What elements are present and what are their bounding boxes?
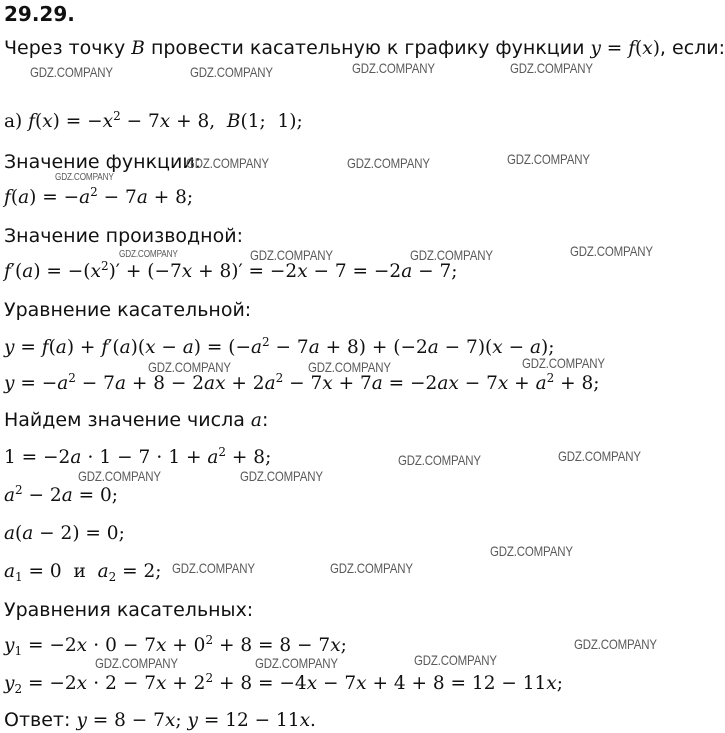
watermark: GDZ.COMPANY xyxy=(522,355,605,371)
watermark: GDZ.COMPANY xyxy=(55,172,114,183)
watermark: GDZ.COMPANY xyxy=(250,247,333,263)
equation-roots: $a_1 = 0$ и $a_2 = 2$; xyxy=(4,561,162,584)
watermark: GDZ.COMPANY xyxy=(95,655,178,671)
equation-step-2: $a^2 - 2a = 0$; xyxy=(4,483,119,506)
watermark: GDZ.COMPANY xyxy=(574,636,657,652)
watermark: GDZ.COMPANY xyxy=(347,155,430,171)
watermark: GDZ.COMPANY xyxy=(490,543,573,559)
watermark: GDZ.COMPANY xyxy=(78,468,161,484)
watermark: GDZ.COMPANY xyxy=(240,468,323,484)
watermark: GDZ.COMPANY xyxy=(510,60,593,76)
watermark: GDZ.COMPANY xyxy=(30,64,113,80)
heading-tangent-equation: Уравнение касательной: xyxy=(4,299,252,321)
watermark: GDZ.COMPANY xyxy=(330,560,413,576)
watermark: GDZ.COMPANY xyxy=(398,452,481,468)
tangent-formula-2: $y = -a^2 - 7a + 8 - 2ax + 2a^2 - 7x + 7a = -2ax - 7x + a^2 + 8$; xyxy=(4,371,600,394)
watermark: GDZ.COMPANY xyxy=(410,247,493,263)
part-a: а) $f(x) = -x^2 - 7x + 8$, B(1; 1); xyxy=(4,109,303,132)
watermark: GDZ.COMPANY xyxy=(148,359,231,375)
watermark: GDZ.COMPANY xyxy=(352,60,435,76)
watermark: GDZ.COMPANY xyxy=(414,652,497,668)
watermark: GDZ.COMPANY xyxy=(119,249,178,260)
problem-number: 29.29. xyxy=(4,2,75,26)
task-statement: Через точку B провести касательную к графику функции y = f(x), если: xyxy=(4,37,725,59)
heading-find-a: Найдем значение числа a: xyxy=(4,409,269,431)
heading-derivative-value: Значение производной: xyxy=(4,225,243,247)
watermark: GDZ.COMPANY xyxy=(190,64,273,80)
derivative-formula: $f'(a) = -(x^2)' + (-7x + 8)' = -2x - 7 = -2a - 7$; xyxy=(4,259,458,282)
watermark: GDZ.COMPANY xyxy=(255,655,338,671)
tangent-y2: $y_2 = -2x \cdot 2 - 7x + 2^2 + 8 = -4x - 7x + 4 + 8 = 12 - 11x$; xyxy=(4,671,563,696)
equation-step-1: $1 = -2a \cdot 1 - 7 \cdot 1 + a^2 + 8$; xyxy=(4,445,272,468)
equation-step-3: a(a − 2) = 0; xyxy=(4,523,125,544)
tangent-formula-1: $y = f(a) + f'(a)(x - a) = (-a^2 - 7a + 8) + (-2a - 7)(x - a)$; xyxy=(4,335,555,358)
answer: Ответ: y = 8 − 7x; y = 12 − 11x. xyxy=(4,709,316,731)
watermark: GDZ.COMPANY xyxy=(172,560,255,576)
tangent-y1: $y_1 = -2x \cdot 0 - 7x + 0^2 + 8 = 8 - 7x$; xyxy=(4,633,347,658)
heading-tangent-equations: Уравнения касательных: xyxy=(4,599,254,621)
heading-function-value: Значение функции: xyxy=(4,151,202,173)
watermark: GDZ.COMPANY xyxy=(558,448,641,464)
function-value-formula: $f(a) = -a^2 - 7a + 8$; xyxy=(4,185,194,208)
watermark: GDZ.COMPANY xyxy=(507,151,590,167)
watermark: GDZ.COMPANY xyxy=(570,243,653,259)
watermark: GDZ.COMPANY xyxy=(186,155,269,171)
watermark: GDZ.COMPANY xyxy=(308,359,391,375)
